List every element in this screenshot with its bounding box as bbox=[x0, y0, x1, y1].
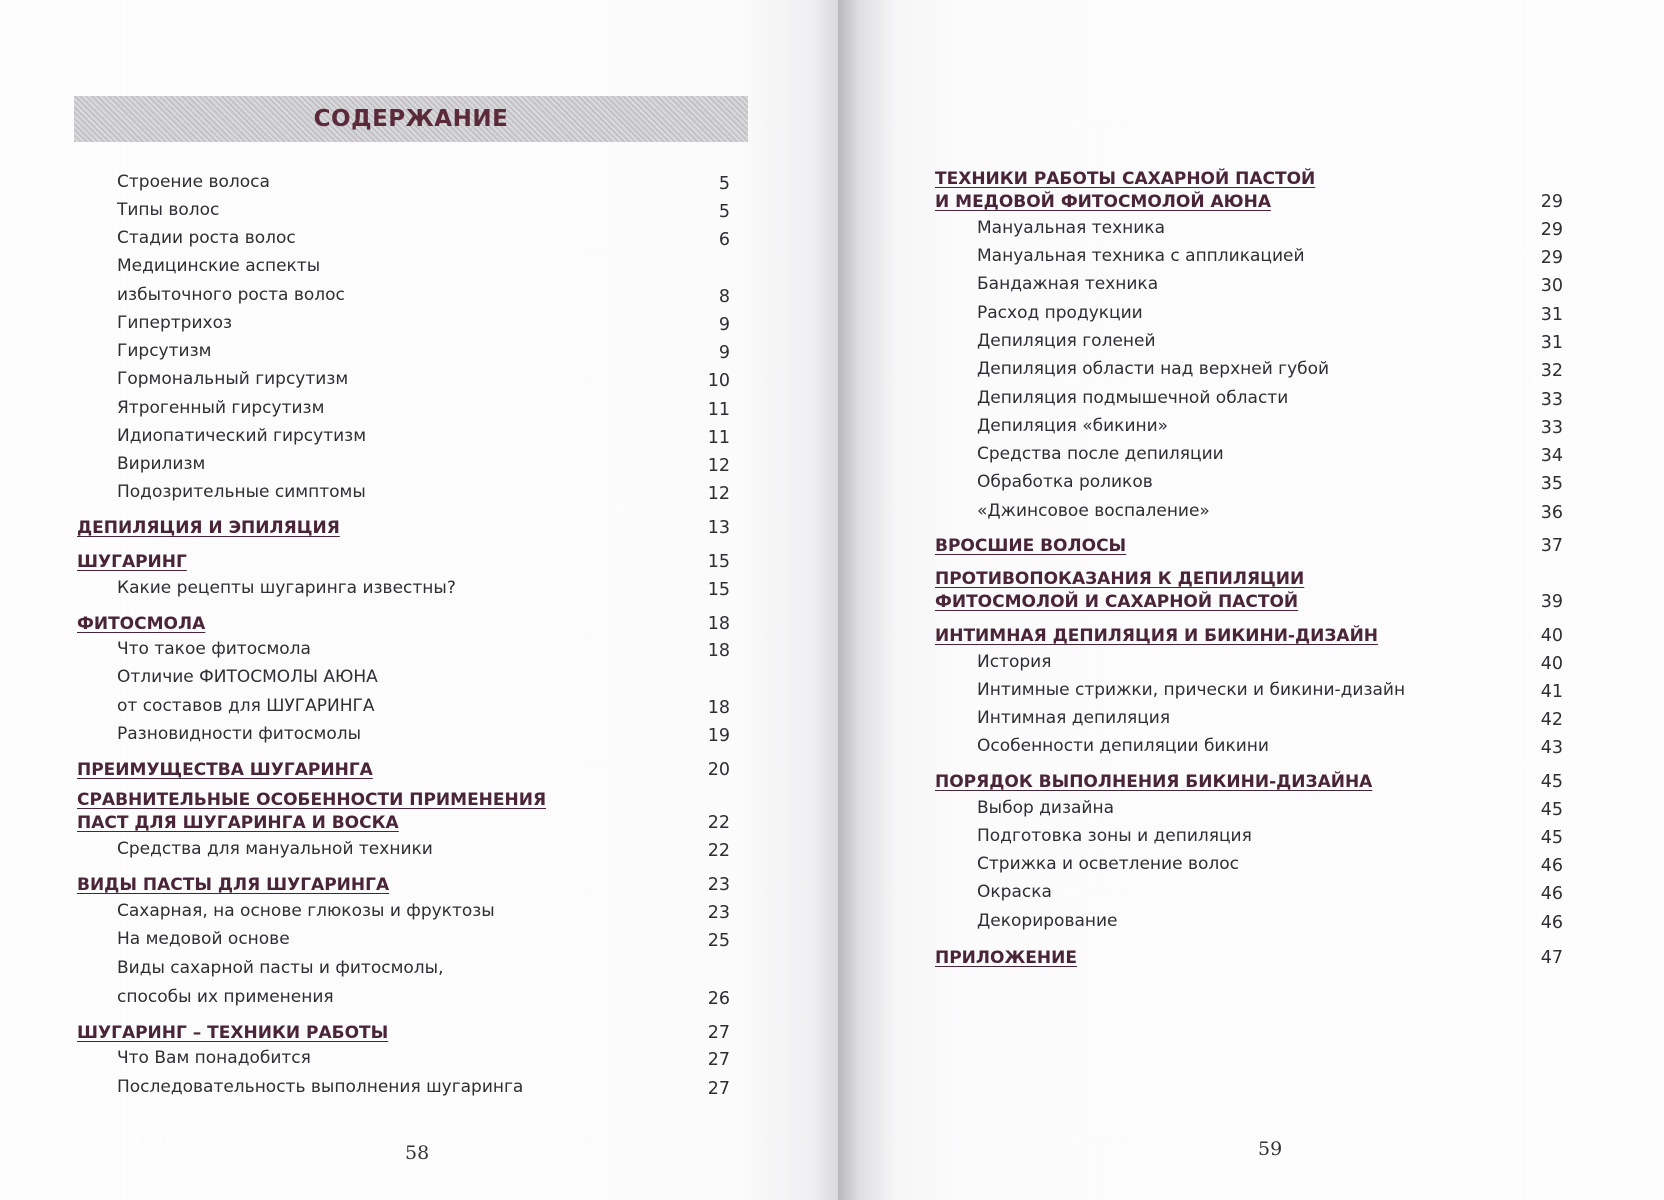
toc-page-number: 46 bbox=[1540, 856, 1563, 876]
toc-page-number: 27 bbox=[707, 1079, 730, 1099]
toc-page-number: 42 bbox=[1540, 710, 1563, 730]
toc-entry-label: Вирилизм bbox=[117, 453, 206, 474]
toc-section-label: ПАСТ ДЛЯ ШУГАРИНГА И ВОСКА bbox=[77, 813, 399, 833]
toc-page-number: 45 bbox=[1540, 772, 1563, 792]
toc-page-number: 18 bbox=[707, 698, 730, 718]
toc-entry bbox=[977, 412, 1168, 441]
toc-entry-label: Ятрогенный гирсутизм bbox=[117, 397, 325, 418]
toc-page-number: 46 bbox=[1540, 913, 1563, 933]
toc-entry bbox=[117, 720, 361, 749]
toc-entry bbox=[977, 676, 1405, 705]
toc-entry bbox=[117, 394, 324, 423]
toc-entry bbox=[117, 1073, 523, 1102]
toc-page-number: 5 bbox=[718, 174, 730, 194]
toc-entry bbox=[117, 422, 366, 451]
toc-entry-label: Особенности депиляции бикини bbox=[977, 735, 1269, 756]
toc-entry-label: Мануальная техника bbox=[977, 217, 1165, 238]
toc-page-number: 29 bbox=[1540, 248, 1563, 268]
toc-page-number: 39 bbox=[1540, 592, 1563, 612]
toc-entry-label: избыточного роста волос bbox=[117, 284, 345, 305]
toc-page-number: 29 bbox=[1540, 220, 1563, 240]
toc-page-number: 32 bbox=[1540, 361, 1563, 381]
toc-section-entry bbox=[935, 625, 1378, 648]
toc-section-label: ПРИЛОЖЕНИЕ bbox=[935, 948, 1077, 968]
toc-entry-label: Гипертрихоз bbox=[117, 312, 233, 333]
toc-entry bbox=[977, 299, 1143, 328]
toc-section-entry bbox=[77, 1022, 388, 1045]
toc-page-number: 15 bbox=[707, 552, 730, 572]
toc-entry-label: Депиляция подмышечной области bbox=[977, 387, 1289, 408]
toc-entry bbox=[117, 835, 433, 864]
toc-entry bbox=[117, 365, 348, 394]
toc-entry-label: На медовой основе bbox=[117, 928, 290, 949]
toc-page-number: 30 bbox=[1540, 276, 1563, 296]
toc-page-number: 11 bbox=[707, 428, 730, 448]
toc-entry-label: Средства для мануальной техники bbox=[117, 838, 433, 859]
toc-page-number: 27 bbox=[707, 1050, 730, 1070]
toc-entry-label: Медицинские аспекты bbox=[117, 256, 321, 276]
toc-page-number: 45 bbox=[1540, 800, 1563, 820]
toc-entry bbox=[117, 337, 211, 366]
toc-entry bbox=[117, 663, 378, 720]
toc-page-number: 33 bbox=[1540, 390, 1563, 410]
toc-section-entry bbox=[935, 168, 1315, 214]
toc-entry-label: Стадии роста волос bbox=[117, 227, 296, 248]
toc-entry-label: Что такое фитосмола bbox=[117, 638, 311, 659]
toc-section-entry bbox=[935, 771, 1372, 794]
toc-page-number: 10 bbox=[707, 371, 730, 391]
toc-entry bbox=[977, 355, 1329, 384]
toc-entry-label: от составов для ШУГАРИНГА bbox=[117, 695, 375, 716]
toc-entry bbox=[117, 168, 270, 197]
toc-entry bbox=[977, 648, 1051, 677]
toc-entry bbox=[117, 1044, 311, 1073]
toc-entry-label: Расход продукции bbox=[977, 302, 1143, 323]
toc-entry bbox=[977, 214, 1165, 243]
toc-section-label: И МЕДОВОЙ ФИТОСМОЛОЙ АЮНА bbox=[935, 192, 1272, 212]
toc-entry bbox=[977, 822, 1252, 851]
toc-page-number: 22 bbox=[707, 841, 730, 861]
toc-entry bbox=[977, 384, 1288, 413]
toc-entry bbox=[977, 850, 1239, 879]
toc-page-number: 19 bbox=[707, 726, 730, 746]
toc-page-number: 31 bbox=[1540, 305, 1563, 325]
toc-section-label: ВИДЫ ПАСТЫ ДЛЯ ШУГАРИНГА bbox=[77, 875, 390, 895]
toc-entry-label: Депиляция области над верхней губой bbox=[977, 358, 1330, 379]
toc-page-number: 37 bbox=[1540, 536, 1563, 556]
toc-entry bbox=[117, 196, 219, 225]
right-page-number: 59 bbox=[1258, 1138, 1283, 1160]
toc-entry-label: Разновидности фитосмолы bbox=[117, 723, 362, 744]
toc-section-entry bbox=[935, 535, 1126, 558]
right-page bbox=[838, 0, 1664, 1200]
toc-entry bbox=[117, 574, 456, 603]
toc-entry bbox=[977, 907, 1118, 936]
toc-entry-label: Гормональный гирсутизм bbox=[117, 368, 349, 389]
toc-entry-label: Обработка роликов bbox=[977, 471, 1153, 492]
toc-page-number: 35 bbox=[1540, 474, 1563, 494]
toc-entry-label: Интимная депиляция bbox=[977, 707, 1171, 728]
toc-entry bbox=[117, 224, 296, 253]
toc-entry-label: Мануальная техника с аппликацией bbox=[977, 245, 1305, 266]
toc-entry bbox=[977, 468, 1153, 497]
toc-section-entry bbox=[77, 517, 340, 540]
toc-page-number: 45 bbox=[1540, 828, 1563, 848]
toc-entry-label: Выбор дизайна bbox=[977, 797, 1115, 818]
toc-entry-label: Депиляция «бикини» bbox=[977, 415, 1169, 436]
toc-section-label: ФИТОСМОЛА bbox=[77, 614, 206, 634]
toc-entry-label: Подозрительные симптомы bbox=[117, 481, 366, 502]
toc-page-number: 9 bbox=[718, 315, 730, 335]
toc-entry-label: «Джинсовое воспаление» bbox=[977, 500, 1210, 521]
toc-entry-label: Подготовка зоны и депиляция bbox=[977, 825, 1252, 846]
toc-page-number: 40 bbox=[1540, 654, 1563, 674]
toc-page-number: 11 bbox=[707, 400, 730, 420]
toc-entry bbox=[977, 732, 1269, 761]
toc-entry bbox=[977, 270, 1158, 299]
toc-section-entry bbox=[77, 613, 205, 636]
toc-section-entry bbox=[77, 759, 373, 782]
toc-page-number: 25 bbox=[707, 931, 730, 951]
toc-page-number: 29 bbox=[1540, 192, 1563, 212]
toc-page-number: 6 bbox=[718, 230, 730, 250]
toc-section-label: ШУГАРИНГ bbox=[77, 552, 187, 572]
toc-page-number: 12 bbox=[707, 484, 730, 504]
toc-entry-label: Депиляция голеней bbox=[977, 330, 1156, 351]
toc-entry-label: Какие рецепты шугаринга известны? bbox=[117, 577, 456, 598]
toc-entry-label: Типы волос bbox=[117, 199, 220, 220]
toc-page-number: 27 bbox=[707, 1023, 730, 1043]
toc-entry-label: Стрижка и осветление волос bbox=[977, 853, 1239, 874]
toc-page-number: 31 bbox=[1540, 333, 1563, 353]
right-toc bbox=[838, 0, 1664, 1200]
toc-section-label: ПОРЯДОК ВЫПОЛНЕНИЯ БИКИНИ-ДИЗАЙНА bbox=[935, 772, 1373, 792]
toc-page-number: 26 bbox=[707, 989, 730, 1009]
toc-section-label: ПРОТИВОПОКАЗАНИЯ К ДЕПИЛЯЦИИ bbox=[935, 569, 1305, 589]
toc-page-number: 18 bbox=[707, 614, 730, 634]
toc-page-number: 13 bbox=[707, 518, 730, 538]
toc-entry-label: Окраска bbox=[977, 881, 1052, 902]
left-page-number: 58 bbox=[405, 1142, 430, 1164]
toc-entry-label: Бандажная техника bbox=[977, 273, 1159, 294]
toc-entry bbox=[117, 309, 232, 338]
toc-entry-label: Что Вам понадобится bbox=[117, 1047, 311, 1068]
toc-entry-label: способы их применения bbox=[117, 986, 334, 1007]
toc-section-label: ИНТИМНАЯ ДЕПИЛЯЦИЯ И БИКИНИ-ДИЗАЙН bbox=[935, 626, 1379, 646]
toc-page-number: 8 bbox=[718, 287, 730, 307]
toc-page-number: 40 bbox=[1540, 626, 1563, 646]
toc-page-number: 18 bbox=[707, 641, 730, 661]
toc-entry-label: История bbox=[977, 651, 1052, 672]
toc-entry-label: Гирсутизм bbox=[117, 340, 212, 361]
toc-section-label: ДЕПИЛЯЦИЯ И ЭПИЛЯЦИЯ bbox=[77, 518, 340, 538]
toc-section-entry bbox=[77, 874, 389, 897]
toc-page-number: 22 bbox=[707, 813, 730, 833]
toc-entry-label: Интимные стрижки, прически и бикини-дизайн bbox=[977, 679, 1406, 700]
toc-entry-label: Отличие ФИТОСМОЛЫ АЮНА bbox=[117, 667, 378, 687]
toc-page-number: 23 bbox=[707, 903, 730, 923]
toc-page-number: 15 bbox=[707, 580, 730, 600]
toc-section-label: ФИТОСМОЛОЙ И САХАРНОЙ ПАСТОЙ bbox=[935, 592, 1299, 612]
toc-section-label: СРАВНИТЕЛЬНЫЕ ОСОБЕННОСТИ ПРИМЕНЕНИЯ bbox=[77, 790, 547, 810]
toc-entry-label: Строение волоса bbox=[117, 171, 270, 192]
toc-entry-label: Средства после депиляции bbox=[977, 443, 1224, 464]
toc-entry-label: Виды сахарной пасты и фитосмолы, bbox=[117, 958, 444, 978]
toc-section-entry bbox=[77, 551, 187, 574]
toc-entry bbox=[977, 497, 1210, 526]
toc-entry bbox=[977, 704, 1170, 733]
toc-page-number: 46 bbox=[1540, 884, 1563, 904]
toc-section-entry bbox=[935, 947, 1077, 970]
toc-entry bbox=[117, 635, 311, 664]
toc-section-entry bbox=[77, 789, 546, 835]
toc-page-number: 5 bbox=[718, 202, 730, 222]
toc-page-number: 47 bbox=[1540, 948, 1563, 968]
contents-title: СОДЕРЖАНИЕ bbox=[313, 106, 509, 132]
toc-page-number: 43 bbox=[1540, 738, 1563, 758]
toc-section-label: ТЕХНИКИ РАБОТЫ САХАРНОЙ ПАСТОЙ bbox=[935, 169, 1316, 189]
toc-entry bbox=[117, 954, 444, 1011]
toc-entry bbox=[977, 327, 1156, 356]
toc-entry bbox=[977, 794, 1114, 823]
toc-entry bbox=[977, 242, 1305, 271]
toc-page-number: 41 bbox=[1540, 682, 1563, 702]
toc-entry-label: Идиопатический гирсутизм bbox=[117, 425, 367, 446]
toc-entry bbox=[117, 450, 205, 479]
toc-entry bbox=[117, 925, 290, 954]
toc-entry bbox=[117, 478, 366, 507]
toc-page-number: 33 bbox=[1540, 418, 1563, 438]
toc-entry-label: Декорирование bbox=[977, 910, 1118, 931]
toc-entry bbox=[977, 440, 1224, 469]
toc-page-number: 9 bbox=[718, 343, 730, 363]
toc-page-number: 23 bbox=[707, 875, 730, 895]
toc-entry-label: Сахарная, на основе глюкозы и фруктозы bbox=[117, 900, 495, 921]
toc-section-entry bbox=[935, 568, 1304, 614]
toc-entry-label: Последовательность выполнения шугаринга bbox=[117, 1076, 524, 1097]
toc-page-number: 12 bbox=[707, 456, 730, 476]
toc-page-number: 36 bbox=[1540, 503, 1563, 523]
toc-page-number: 34 bbox=[1540, 446, 1563, 466]
toc-entry bbox=[117, 897, 495, 926]
toc-section-label: ВРОСШИЕ ВОЛОСЫ bbox=[935, 536, 1127, 556]
toc-entry bbox=[977, 878, 1052, 907]
toc-entry bbox=[117, 252, 345, 309]
toc-page-number: 20 bbox=[707, 760, 730, 780]
toc-section-label: ПРЕИМУЩЕСТВА ШУГАРИНГА bbox=[77, 760, 373, 780]
toc-section-label: ШУГАРИНГ – ТЕХНИКИ РАБОТЫ bbox=[77, 1023, 389, 1043]
